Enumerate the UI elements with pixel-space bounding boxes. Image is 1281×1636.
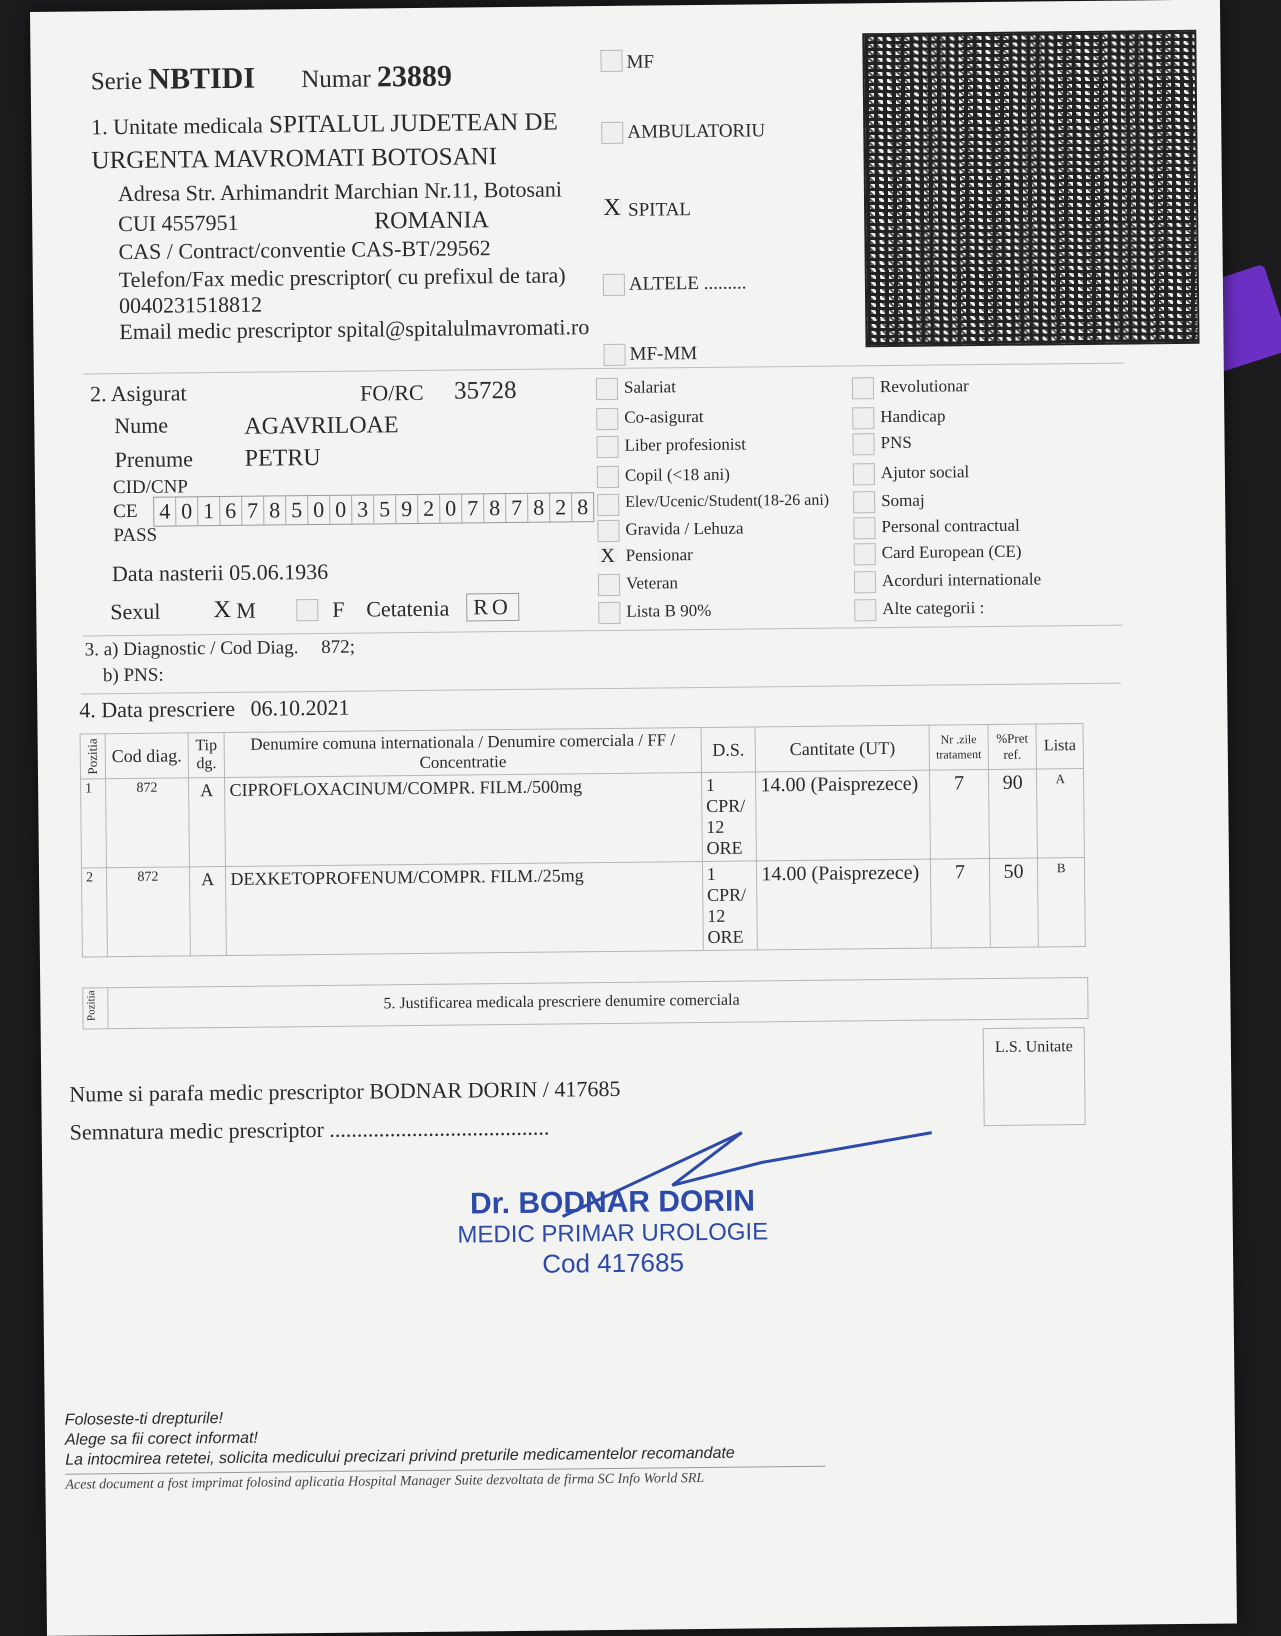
- cat-somaj-checkbox[interactable]: [853, 491, 875, 513]
- sex-m-label: M: [236, 597, 256, 623]
- datamatrix-code: [862, 30, 1199, 347]
- serie-row: Serie NBTIDI Numar 23889: [90, 59, 453, 96]
- footer-line3: La intocmirea retetei, solicita medicului precizari privind preturile medicamentelor recomandate: [65, 1444, 735, 1469]
- doctor-stamp: Dr. BODNAR DORIN MEDIC PRIMAR UROLOGIE Cod 417685: [457, 1184, 769, 1279]
- unit-line2: URGENTA MAVROMATI BOTOSANI: [91, 143, 498, 175]
- serie-value: NBTIDI: [148, 61, 256, 96]
- prenume-label: Prenume: [114, 446, 194, 473]
- cat-copil-label: Copil (<18 ani): [624, 464, 730, 485]
- cat-liber-checkbox[interactable]: [596, 436, 618, 458]
- ambulatoriu-checkbox[interactable]: [601, 122, 623, 144]
- ls-unit-box: L.S. Unitate: [983, 1027, 1086, 1126]
- forc-label: FO/RC: [359, 379, 424, 406]
- nume-value: AGAVRILOAE: [244, 412, 399, 440]
- doctor-name-line: Nume si parafa medic prescriptor BODNAR DORIN / 417685: [69, 1075, 621, 1107]
- pass-label: PASS: [113, 524, 158, 547]
- cat-personal-checkbox[interactable]: [853, 517, 875, 539]
- date-row: 4. Data prescriere 06.10.2021: [79, 694, 350, 723]
- diagnostic-row: 3. a) Diagnostic / Cod Diag. 872;: [84, 636, 356, 661]
- sex-f-checkbox[interactable]: [296, 599, 318, 621]
- prenume-value: PETRU: [244, 444, 321, 472]
- cat-pns-label: PNS: [880, 432, 912, 453]
- cat-pns-checkbox[interactable]: [852, 433, 874, 455]
- cas: CAS / Contract/conventie CAS-BT/29562: [118, 235, 491, 265]
- cat-pensionar-label: Pensionar: [625, 545, 693, 565]
- mfmm-checkbox[interactable]: [604, 344, 626, 366]
- email: Email medic prescriptor spital@spitalulmavromati.ro: [119, 314, 590, 345]
- cat-listab-checkbox[interactable]: [598, 602, 620, 624]
- date-value: 06.10.2021: [250, 694, 350, 721]
- cat-salariat-label: Salariat: [623, 377, 676, 397]
- table-header-row: Pozitia Cod diag. Tip dg. Denumire comuna internationala / Denumire comerciala / FF / Concentratie D.S. Cantitate (UT) Nr .zile tratament %Pret ref. Lista: [80, 724, 1083, 780]
- cat-handicap-label: Handicap: [880, 406, 946, 427]
- sex-f-label: F: [332, 596, 345, 622]
- mfmm-label: MF-MM: [629, 343, 698, 365]
- cat-handicap-checkbox[interactable]: [852, 407, 874, 429]
- divider: [81, 683, 1121, 695]
- cat-elev-checkbox[interactable]: [597, 494, 619, 516]
- signature-line: Semnatura medic prescriptor ........................................: [69, 1114, 550, 1145]
- cat-pensionar-checkbox[interactable]: X: [598, 546, 618, 566]
- birth-date: Data nasterii 05.06.1936: [111, 558, 329, 587]
- cat-veteran-checkbox[interactable]: [598, 574, 620, 596]
- footer-line1: Foloseste-ti drepturile!: [64, 1410, 224, 1429]
- cat-acorduri-label: Acorduri internationale: [881, 569, 1042, 591]
- cat-card-checkbox[interactable]: [854, 543, 876, 565]
- divider: [83, 625, 1123, 637]
- cat-acorduri-checkbox[interactable]: [854, 571, 876, 593]
- prescription-table: [80, 723, 1086, 958]
- spital-checkbox[interactable]: X: [603, 194, 621, 222]
- cui: CUI 4557951: [118, 209, 239, 237]
- cat-ajutor-checkbox[interactable]: [853, 463, 875, 485]
- cat-personal-label: Personal contractual: [881, 515, 1020, 537]
- cat-gravida-label: Gravida / Lehuza: [625, 518, 744, 539]
- drug-name: CIPROFLOXACINUM/COMPR. FILM./500mg: [225, 773, 702, 867]
- prescription-paper: [30, 0, 1237, 1636]
- sex-label: Sexul: [110, 598, 161, 625]
- mf-checkbox[interactable]: [600, 50, 622, 72]
- cat-card-label: Card European (CE): [881, 541, 1022, 563]
- numar-value: 23889: [376, 59, 453, 94]
- diagnostic-code: 872;: [321, 636, 356, 658]
- drug-name: DEXKETOPROFENUM/COMPR. FILM./25mg: [226, 862, 703, 956]
- cetatenia-label: Cetatenia: [366, 595, 450, 622]
- footer-line4: Acest document a fost imprimat folosind aplicatia Hospital Manager Suite dezvoltata de firma SC Info World SRL: [65, 1471, 705, 1493]
- cat-liber-label: Liber profesionist: [624, 434, 747, 455]
- cat-elev-label: Elev/Ucenic/Student(18-26 ani): [625, 491, 830, 511]
- cat-gravida-checkbox[interactable]: [597, 520, 619, 542]
- justification-box: Pozitia 5. Justificarea medicala prescriere denumire comerciala: [82, 977, 1088, 1030]
- insured-section: 2. Asigurat: [89, 380, 187, 407]
- ce-label: CE: [113, 500, 138, 523]
- pns-label: b) PNS:: [102, 664, 164, 687]
- footer-line2: Alege sa fii corect informat!: [64, 1429, 259, 1449]
- unit-line1: 1. Unitate medicala SPITALUL JUDETEAN DE: [91, 108, 558, 140]
- cat-somaj-label: Somaj: [881, 490, 925, 511]
- table-row: 1 872 A CIPROFLOXACINUM/COMPR. FILM./500mg 1 CPR/ 12 ORE 14.00 (Paisprezece) 7 90 A: [81, 769, 1085, 868]
- forc-value: 35728: [453, 376, 517, 405]
- cid-label: CID/CNP: [112, 476, 189, 499]
- phone-label: Telefon/Fax medic prescriptor( cu prefixul de tara): [118, 262, 566, 293]
- spital-label: SPITAL: [627, 199, 692, 221]
- cat-copil-checkbox[interactable]: [597, 466, 619, 488]
- sex-m-checkbox[interactable]: X: [213, 596, 232, 624]
- cnp-boxes: 4 0 1 6 7 8 5 0 0 3 5 9 2 0 7 8 7 8 2 8: [153, 492, 594, 527]
- mf-label: MF: [626, 51, 655, 73]
- cat-salariat-checkbox[interactable]: [596, 378, 618, 400]
- cat-revolutionar-label: Revolutionar: [879, 376, 969, 397]
- table-row: 2 872 A DEXKETOPROFENUM/COMPR. FILM./25mg 1 CPR/ 12 ORE 14.00 (Paisprezece) 7 50 B: [81, 858, 1085, 957]
- cat-listab-label: Lista B 90%: [626, 600, 712, 621]
- cetatenia-value: RO: [466, 593, 519, 622]
- address: Adresa Str. Arhimandrit Marchian Nr.11, Botosani: [117, 176, 563, 207]
- country: ROMANIA: [374, 207, 490, 235]
- altele-label: ALTELE .........: [628, 272, 747, 295]
- altele-checkbox[interactable]: [603, 274, 625, 296]
- phone: 0040231518812: [118, 291, 263, 319]
- cat-revolutionar-checkbox[interactable]: [852, 377, 874, 399]
- justification-label: 5. Justificarea medicala prescriere denumire comerciala: [383, 991, 740, 1013]
- cat-ajutor-label: Ajutor social: [880, 462, 970, 483]
- cat-coasigurat-label: Co-asigurat: [624, 406, 704, 427]
- cat-alte-checkbox[interactable]: [854, 599, 876, 621]
- cat-veteran-label: Veteran: [625, 573, 679, 593]
- cat-coasigurat-checkbox[interactable]: [596, 408, 618, 430]
- nume-label: Nume: [114, 412, 169, 439]
- cat-alte-label: Alte categorii :: [882, 598, 985, 619]
- ambulatoriu-label: AMBULATORIU: [627, 120, 766, 143]
